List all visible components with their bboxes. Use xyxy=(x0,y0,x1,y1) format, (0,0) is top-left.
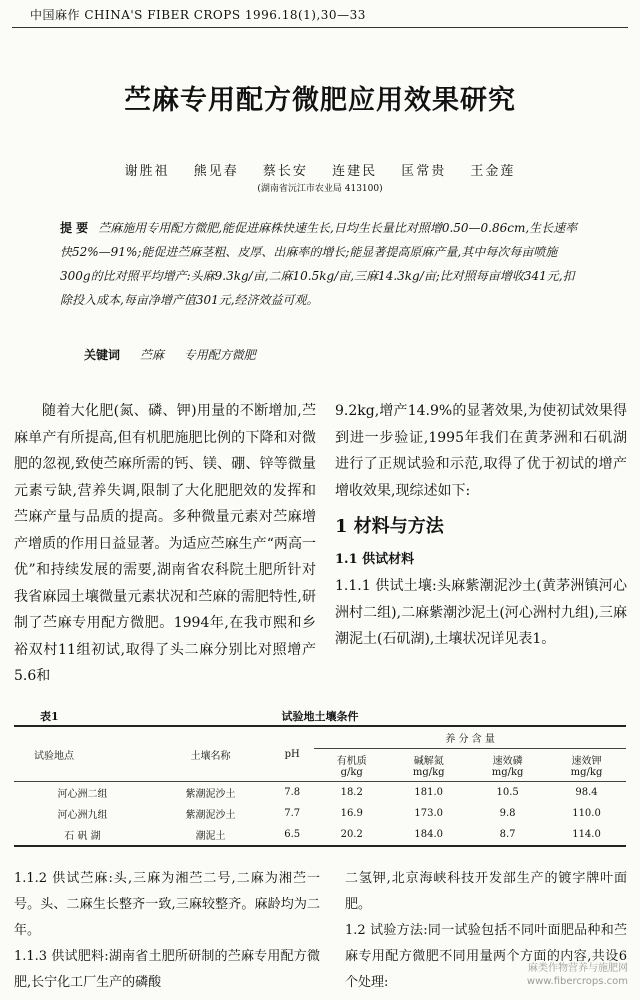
watermark-line-1: 麻类作物营养与施肥网 xyxy=(528,963,628,974)
left-column xyxy=(14,398,316,690)
organic-unit: g/kg xyxy=(340,767,363,778)
author-4: 连建民 xyxy=(332,164,378,179)
col-header-organic xyxy=(314,749,389,782)
cell: 河心洲二组 xyxy=(57,789,108,800)
abstract-label: 提 要 xyxy=(60,221,89,235)
cell: 173.0 xyxy=(414,808,444,819)
k-unit: mg/kg xyxy=(570,767,603,778)
author-list xyxy=(0,160,640,179)
table-row xyxy=(14,803,626,824)
cell: 紫潮泥沙土 xyxy=(185,789,236,800)
cell: 98.4 xyxy=(575,787,598,798)
header-rule xyxy=(12,27,628,28)
col-header-k xyxy=(547,749,626,782)
cell: 16.9 xyxy=(340,808,363,819)
paper-title: 苎麻专用配方微肥应用效果研究 xyxy=(124,85,516,116)
intro-continuation: 9.2kg,增产14.9%的显著效果,为使初试效果得到进一步验证,1995年我们在黄茅洲和石矶湖进行了正规试验和示范,取得了优于初试的增产增收效果,现综述如下: xyxy=(335,403,627,499)
table-row xyxy=(14,824,626,846)
keyword-1: 苎麻 xyxy=(139,348,164,362)
cell: 河心洲九组 xyxy=(57,810,108,821)
section-heading: 1 材料与方法 xyxy=(335,516,444,537)
col-header-site: 试验地点 xyxy=(34,750,74,762)
k-label: 速效钾 xyxy=(571,756,602,767)
nutrient-group-header: 养 分 含 量 xyxy=(314,726,626,749)
cell: 10.5 xyxy=(496,787,519,798)
soil-table xyxy=(14,725,626,847)
cell: 20.2 xyxy=(340,829,363,840)
cell: 6.5 xyxy=(284,829,301,840)
cell: 7.7 xyxy=(284,808,301,819)
intro-paragraph: 随着大化肥(氮、磷、钾)用量的不断增加,苎麻单产有所提高,但有机肥施肥比例的下降和对微肥的忽视,致使苎麻所需的钙、镁、硼、锌等微量元素亏缺,营养失调,限制了大化肥肥效的发挥和苎麻产量与品质的提高。多种微量元素对苎麻增产增质的作用日益显著。为适应苎麻生产“两高一优”和持续发展的需要,湖南省农科院土肥所针对我省麻园土壤微量元素状况和苎麻的需肥特性,研制了苎麻专用配方微肥。1994年,在我市熙和乡裕双村11组初试,取得了头二麻分别比对照增产5.6和 xyxy=(14,403,316,684)
journal-header: 中国麻作 CHINA'S FIBER CROPS 1996.18(1),30—33 xyxy=(30,8,366,22)
cell: 7.8 xyxy=(284,787,301,798)
cell: 潮泥土 xyxy=(195,831,226,842)
cell: 110.0 xyxy=(572,808,601,819)
col-header-ph: pH xyxy=(284,748,300,760)
author-2: 熊见春 xyxy=(193,164,239,179)
author-6: 王金莲 xyxy=(470,164,516,179)
p-label: 速效磷 xyxy=(492,756,523,767)
table-title: 试验地土壤条件 xyxy=(281,710,359,723)
organic-label: 有机质 xyxy=(336,756,367,767)
keywords-label: 关键词 xyxy=(84,348,121,362)
fertilizer-item: 1.1.3 供试肥料:湖南省土肥所研制的苎麻专用配方微肥,长宁化工厂生产的磷酸 xyxy=(14,949,320,990)
cell: 石 矾 湖 xyxy=(64,831,101,842)
cell: 181.0 xyxy=(414,787,444,798)
site-watermark xyxy=(527,962,628,988)
affiliation: (湖南省沅江市农业局 413100) xyxy=(257,184,383,194)
right-column xyxy=(335,398,627,653)
n-label: 碱解氮 xyxy=(413,756,444,767)
cell: 紫潮泥沙土 xyxy=(185,810,236,821)
cell: 114.0 xyxy=(572,829,601,840)
n-unit: mg/kg xyxy=(412,767,445,778)
soil-item: 1.1.1 供试土壤:头麻紫潮泥沙土(黄茅洲镇河心洲村二组),二麻紫潮沙泥土(河心洲村九组),三麻潮泥土(石矶湖),土壤状况详见表1。 xyxy=(335,578,627,647)
watermark-line-2: www.fibercrops.com xyxy=(526,976,628,987)
bottom-left-column xyxy=(14,866,320,996)
cell: 184.0 xyxy=(414,829,444,840)
keyword-2: 专用配方微肥 xyxy=(183,348,256,362)
table-caption: 表1 xyxy=(40,710,59,723)
author-1: 谢胜祖 xyxy=(124,164,170,179)
cell: 18.2 xyxy=(340,787,363,798)
cell: 8.7 xyxy=(499,829,516,840)
col-header-n xyxy=(389,749,468,782)
method-item: 1.2 试验方法:同一试验包括不同叶面肥品种和苎麻专用配方微肥不同用量两个方面的内容,共设6个处理: xyxy=(345,923,627,990)
subsection-heading: 1.1 供试材料 xyxy=(335,551,415,567)
ramie-item: 1.1.2 供试苎麻:头,三麻为湘苎二号,二麻为湘苎一号。头、二麻生长整齐一致,三麻较整齐。麻龄均为二年。 xyxy=(14,871,320,938)
col-header-soil: 土壤名称 xyxy=(190,750,231,762)
author-5: 匡常贵 xyxy=(401,164,447,179)
cell: 9.8 xyxy=(499,808,516,819)
author-3: 蔡长安 xyxy=(262,164,308,179)
keywords xyxy=(84,346,272,363)
abstract-text: 苎麻施用专用配方微肥,能促进麻株快速生长,日均生长量比对照增0.50—0.86cm,生长速率快52%—91%;能促进苎麻茎粗、皮厚、出麻率的增长;能显著提高原麻产量,其中每次每亩喷施300g的比对照平均增产:头麻9.3kg/亩,二麻10.5kg/亩,三麻14.3kg/亩;比对照每亩增收341元,扣除投入成本,每亩净增产值301元,经济效益可观。 xyxy=(60,221,578,307)
fertilizer-continuation: 二氢钾,北京海峡科技开发部生产的镀字牌叶面肥。 xyxy=(345,871,627,912)
col-header-p xyxy=(468,749,547,782)
abstract xyxy=(60,216,580,312)
p-unit: mg/kg xyxy=(491,767,524,778)
table-row xyxy=(14,782,626,804)
